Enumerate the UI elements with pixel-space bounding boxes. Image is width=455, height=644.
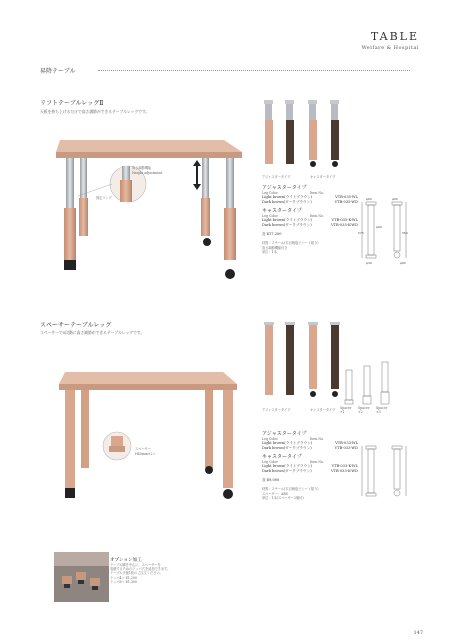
p1-caster-row: Dark brown(ダークブラウン) VTB-035-K-WD (262, 223, 358, 228)
product2-spec-block: アジャスタータイプ Leg Color Item No. Light brown(ライトブラウン) VTB-033-WL Dark brown(ダークブラウン) VTB-033-WD キャスタータイプ Leg Color Item No. Light brown(ライトブラウン) VTB-033-K-WL Dark brown(ダークブラウン) VTB-033-K-WD 各 ¥9,000 材質：スチール(木目柄塩ビシート貼り) スペーサー：ABS 単位：1本(スペーサー2個付) (262, 431, 358, 500)
p1-adjuster-row: Dark brown(ダークブラウン) VTB-035-WD (262, 200, 358, 205)
p1-dim-label: φ60 (400, 261, 406, 265)
spacer-label: スペーサー (135, 447, 151, 451)
product1-legs-photo (258, 96, 358, 176)
p2-spec-line: 材質：スチール(木目柄塩ビシート貼り) (262, 487, 319, 492)
p1-caster-title: キャスタータイプ (262, 208, 302, 215)
spacer-label-3: Spacer ×3 (376, 406, 388, 415)
spacer-label-1: Spacer ×1 (340, 406, 352, 415)
lift-table-illustration (52, 126, 252, 281)
p1-spec-line: 高さ調節機能付き (262, 245, 288, 250)
spacer-table-illustration (55, 368, 245, 503)
p2-spec-line: 単位：1本(スペーサー2個付) (262, 495, 304, 500)
p2-spec-line: スペーサー：ABS (262, 491, 288, 496)
p1-adjuster-row: Light brown(ライトブラウン) VTB-035-WL (262, 195, 358, 200)
p1-price: 各 ¥17,200 (262, 232, 282, 237)
page-header-title: TABLE (370, 30, 419, 43)
p1-dim-label: φ60 (392, 197, 398, 201)
p1-leg-label-adjuster: アジャスタータイプ (262, 175, 291, 179)
p2-leg-label-caster: キャスタータイプ (310, 408, 336, 412)
product2-name: スペーサーテーブルレッグ (40, 322, 112, 329)
p1-caster-row: Light brown(ライトブラウン) VTB-035-K-WL (262, 218, 358, 223)
height-adjust-callout-jp: 高さ調節機能 (132, 166, 152, 170)
lock-ring-callout: 固定リング (96, 196, 112, 200)
p2-dimension-drawing (358, 442, 413, 504)
option-text-line: 収納するためのテッパ穴を追加できます。 (110, 567, 171, 572)
p1-dimension-drawing (358, 194, 413, 269)
p1-dim-label: 950 (402, 231, 408, 235)
p2-caster-row: Light brown(ライトブラウン) VTB-033-K-WL (262, 464, 358, 469)
p2-caster-title: キャスタータイプ (262, 454, 302, 461)
p2-price: 各 ¥9,000 (262, 478, 280, 483)
product1-description: 天板を持ち上げるだけで高さ調節ができるテーブルレッグです。 (40, 109, 150, 114)
option-title: オプション加工 (110, 558, 142, 563)
p2-adjuster-row: Dark brown(ダークブラウン) VTB-033-WD (262, 446, 358, 451)
p1-dim-label: φ40 (366, 261, 372, 265)
p1-col-color: Leg Color (262, 191, 278, 195)
p1-dim-label: φ60 (366, 197, 372, 201)
p1-spec-line: 材質：スチール(木目柄塩ビシート貼り) (262, 241, 319, 246)
p2-adjuster-row: Light brown(ライトブラウン) VTB-033-WL (262, 441, 358, 446)
option-text-line: テーブル脚を中心に、スペーサーを (110, 563, 161, 567)
option-price-line: テッパ4ヶ ¥1,200 (110, 575, 137, 580)
spacer-label-2: Spacer ×2 (358, 406, 370, 415)
section-title: 昇降テーブル (40, 68, 76, 75)
p2-caster-row: Dark brown(ダークブラウン) VTB-033-K-WD (262, 469, 358, 474)
page-header-subtitle: Welfare & Hospital (361, 45, 419, 51)
p2-adjuster-title: アジャスタータイプ (262, 431, 307, 437)
p1-adjuster-title: アジャスタータイプ (262, 185, 307, 191)
spacer-size: H40mm×2ヶ (135, 452, 156, 456)
p1-leg-label-caster: キャスタータイプ (310, 175, 336, 179)
p1-dim-label: φ60 (376, 225, 382, 229)
section-divider (98, 70, 410, 71)
spacer-diagram (340, 360, 400, 410)
p1-col-item: Item No. (309, 191, 325, 195)
p1-dim-label: 575 (358, 231, 364, 235)
product1-spec-block: アジャスタータイプ Leg Color Item No. Light brown(ライトブラウン) VTB-035-WL Dark brown(ダークブラウン) VTB-035-WD キャスタータイプ Leg Color Item No. Light brown(ライトブラウン) VTB-035-K-WL Dark brown(ダークブラウン) VTB-035-K-WD 各 ¥17,200 材質：スチール(木目柄塩ビシート貼り) 高さ調節機能付き 単位：1本 (262, 185, 358, 254)
p2-leg-label-adjuster: アジャスタータイプ (262, 408, 291, 412)
option-photo (54, 552, 109, 602)
page-number: 147 (413, 630, 423, 636)
p2-col-color: Leg Color (262, 437, 278, 441)
option-text-line: テーブル天板1枚のご注文ください。 (110, 571, 163, 576)
option-price-line: テッパ8ヶ ¥1,300 (110, 579, 137, 584)
option-block (110, 557, 222, 584)
height-adjust-callout-en: Height adjustment (132, 171, 163, 175)
product2-description: スペーサーで5段階に高さ調節ができるテーブルレッグです。 (40, 330, 145, 335)
p2-col-item: Item No. (309, 437, 325, 441)
p1-spec-line: 単位：1本 (262, 249, 277, 254)
product1-name: リフトテーブルレッグⅡ (40, 100, 104, 107)
